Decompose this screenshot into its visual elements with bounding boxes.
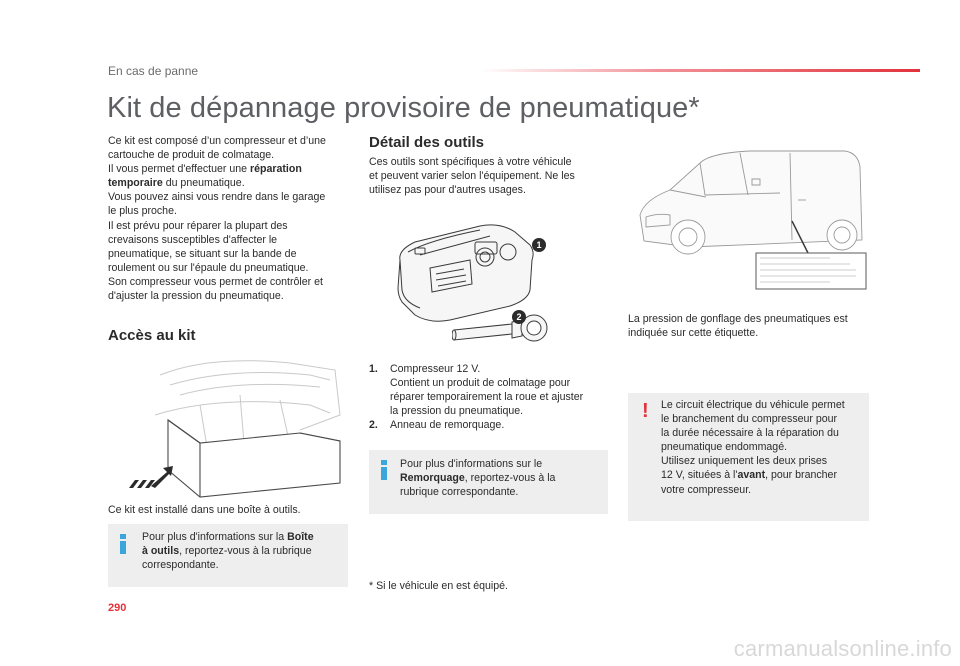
- info-icon: [380, 460, 388, 480]
- tools-list: [369, 362, 604, 432]
- list-item-line: Contient un produit de colmatage pour: [390, 377, 571, 390]
- intro-line: roulement ou sur l'épaule du pneumatique.: [108, 261, 309, 274]
- van-tyre-label-illustration: [630, 145, 870, 295]
- watermark: carmanualsonline.info: [733, 636, 952, 661]
- intro-line: Il est prévu pour réparer la plupart des: [108, 219, 288, 232]
- detail-heading: Détail des outils: [369, 134, 485, 151]
- pointer-arrow-icon: [127, 466, 175, 490]
- warning-line: votre compresseur.: [661, 483, 752, 496]
- info-text: Pour plus d'informations sur la Boîte à outils, reportez-vous à la rubrique correspondante.: [142, 531, 314, 572]
- intro-line: le plus proche.: [108, 205, 177, 218]
- intro-line: Ce kit est composé d’un compresseur et d’une: [108, 135, 326, 147]
- list-item-line: réparer temporairement la roue et ajuster: [390, 391, 584, 404]
- list-item: [369, 362, 604, 418]
- info-icon: [119, 534, 127, 554]
- exclamation-icon: !: [642, 400, 649, 422]
- warning-text: [661, 398, 861, 497]
- list-item-line: Compresseur 12 V.: [390, 363, 481, 375]
- warning-line: le branchement du compresseur pour: [661, 413, 838, 426]
- warning-line: Utilisez uniquement les deux prises: [661, 455, 828, 468]
- access-heading: Accès au kit: [108, 327, 196, 344]
- access-caption: Ce kit est installé dans une boîte à outils.: [108, 504, 301, 516]
- list-item-line: Anneau de remorquage.: [390, 419, 505, 432]
- caption-line: La pression de gonflage des pneumatiques est: [628, 313, 848, 325]
- detail-intro-line: utilisez pas pour d'autres usages.: [369, 184, 526, 197]
- info-box-toolbox: [108, 524, 348, 587]
- warning-line: pneumatique endommagé.: [661, 441, 788, 454]
- list-item-line: la pression du pneumatique.: [390, 405, 524, 418]
- detail-intro-line: et peuvent varier selon l'équipement. Ne les: [369, 170, 575, 183]
- intro-line: temporaire du pneumatique.: [108, 177, 245, 190]
- list-item-number: 1.: [369, 363, 378, 375]
- section-label: En cas de panne: [108, 64, 199, 78]
- footnote: * Si le véhicule en est équipé.: [369, 580, 508, 592]
- detail-intro-line: Ces outils sont spécifiques à votre véhicule: [369, 156, 572, 168]
- intro-line: crevaisons susceptibles d'affecter le: [108, 233, 278, 246]
- info-box-towing: [369, 450, 608, 514]
- callout-badge-1: 1: [532, 238, 546, 252]
- page-number: 290: [108, 602, 127, 614]
- info-text: Pour plus d'informations sur le Remorquage, reportez-vous à la rubrique correspondante.: [400, 458, 556, 499]
- intro-line: Il vous permet d'effectuer une réparation: [108, 163, 302, 176]
- intro-line: cartouche de produit de colmatage.: [108, 149, 275, 162]
- page-title: Kit de dépannage provisoire de pneumatique*: [107, 92, 700, 124]
- list-item: [369, 418, 604, 432]
- intro-line: Vous pouvez ainsi vous rendre dans le garage: [108, 191, 326, 204]
- warning-line: la durée nécessaire à la réparation du: [661, 427, 839, 440]
- pressure-caption: [628, 312, 868, 340]
- warning-line: Le circuit électrique du véhicule permet: [661, 399, 845, 411]
- intro-line: pneumatique, se situant sur la bande de: [108, 247, 297, 260]
- callout-badge-2: 2: [512, 310, 526, 324]
- tow-ring-illustration: [452, 310, 552, 350]
- warning-line: 12 V, situées à l'avant, pour brancher: [661, 469, 837, 482]
- intro-line: Son compresseur vous permet de contrôler et: [108, 275, 323, 288]
- intro-text: [108, 134, 350, 303]
- detail-intro: [369, 155, 601, 197]
- top-rule: [480, 69, 920, 72]
- list-item-number: 2.: [369, 419, 378, 432]
- warning-box: [628, 393, 869, 521]
- intro-line: d'ajuster la pression du pneumatique.: [108, 290, 284, 303]
- caption-line: indiquée sur cette étiquette.: [628, 327, 759, 340]
